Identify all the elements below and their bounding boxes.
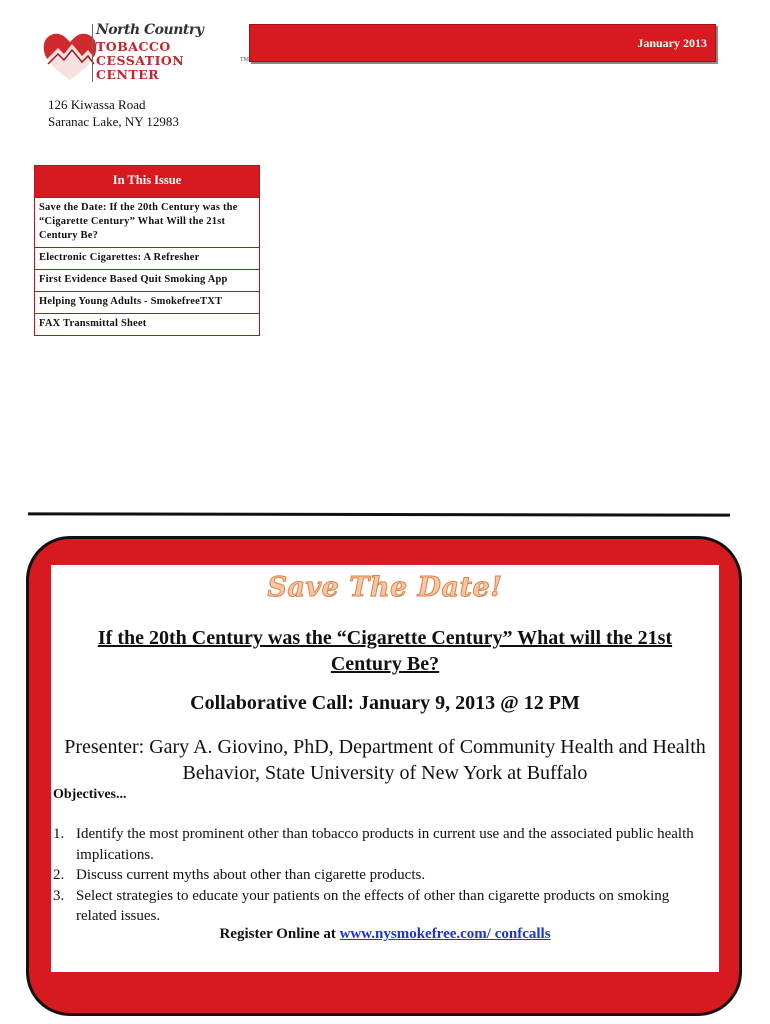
issue-date: January 2013 (637, 35, 707, 50)
list-item: 2. Discuss current myths about other than cigarette products. (53, 867, 426, 883)
registration-link[interactable]: www.nysmokefree.com/ confcalls (339, 926, 551, 942)
toc-item-smokefreetxt[interactable]: Helping Young Adults - SmokefreeTXT (35, 291, 259, 313)
presenter-info: Presenter: Gary A. Giovino, PhD, Department of Community Health and Health Behavior, State University of New York at Buffalo (64, 736, 706, 784)
logo-line-north-country: North Country (96, 22, 204, 38)
issue-date-banner (249, 24, 716, 62)
address-line-1: 126 Kiwassa Road (48, 97, 146, 112)
trademark-mark: TM (240, 57, 249, 63)
toc-heading: In This Issue (35, 166, 259, 197)
list-item: 3. Select strategies to educate your patients on the effects of other than cigarette products on smoking related issues. (53, 887, 670, 924)
logo-wordmark (90, 22, 249, 84)
toc-item-quit-smoking-app[interactable]: First Evidence Based Quit Smoking App (35, 269, 259, 291)
section-divider (28, 512, 730, 516)
logo-line-center: CENTER (96, 67, 160, 82)
address-line-2: Saranac Lake, NY 12983 (48, 114, 179, 129)
collaborative-call-info: Collaborative Call: January 9, 2013 @ 12 PM (190, 692, 580, 714)
toc-item-save-the-date[interactable]: Save the Date: If the 20th Century was the “Cigarette Century” What Will the 21st Century Be? (35, 197, 259, 247)
logo-line-cessation: CESSATION (96, 53, 185, 68)
register-prefix: Register Online at (219, 926, 340, 942)
objectives-label: Objectives... (53, 787, 127, 802)
objectives-list (53, 824, 713, 927)
in-this-issue-box (34, 165, 260, 336)
list-item: 1. Identify the most prominent other than tobacco products in current use and the associated public health implications. (53, 826, 694, 863)
organization-logo (42, 22, 249, 84)
save-the-date-title: Save The Date! (267, 572, 503, 603)
registration-line (51, 926, 719, 943)
mailing-address (48, 96, 179, 130)
logo-line-tobacco: TOBACCO (96, 39, 171, 54)
toc-item-fax-sheet[interactable]: FAX Transmittal Sheet (35, 313, 259, 335)
toc-item-electronic-cigarettes[interactable]: Electronic Cigarettes: A Refresher (35, 247, 259, 269)
feature-headline: If the 20th Century was the “Cigarette Century” What will the 21st Century Be? (97, 627, 673, 675)
